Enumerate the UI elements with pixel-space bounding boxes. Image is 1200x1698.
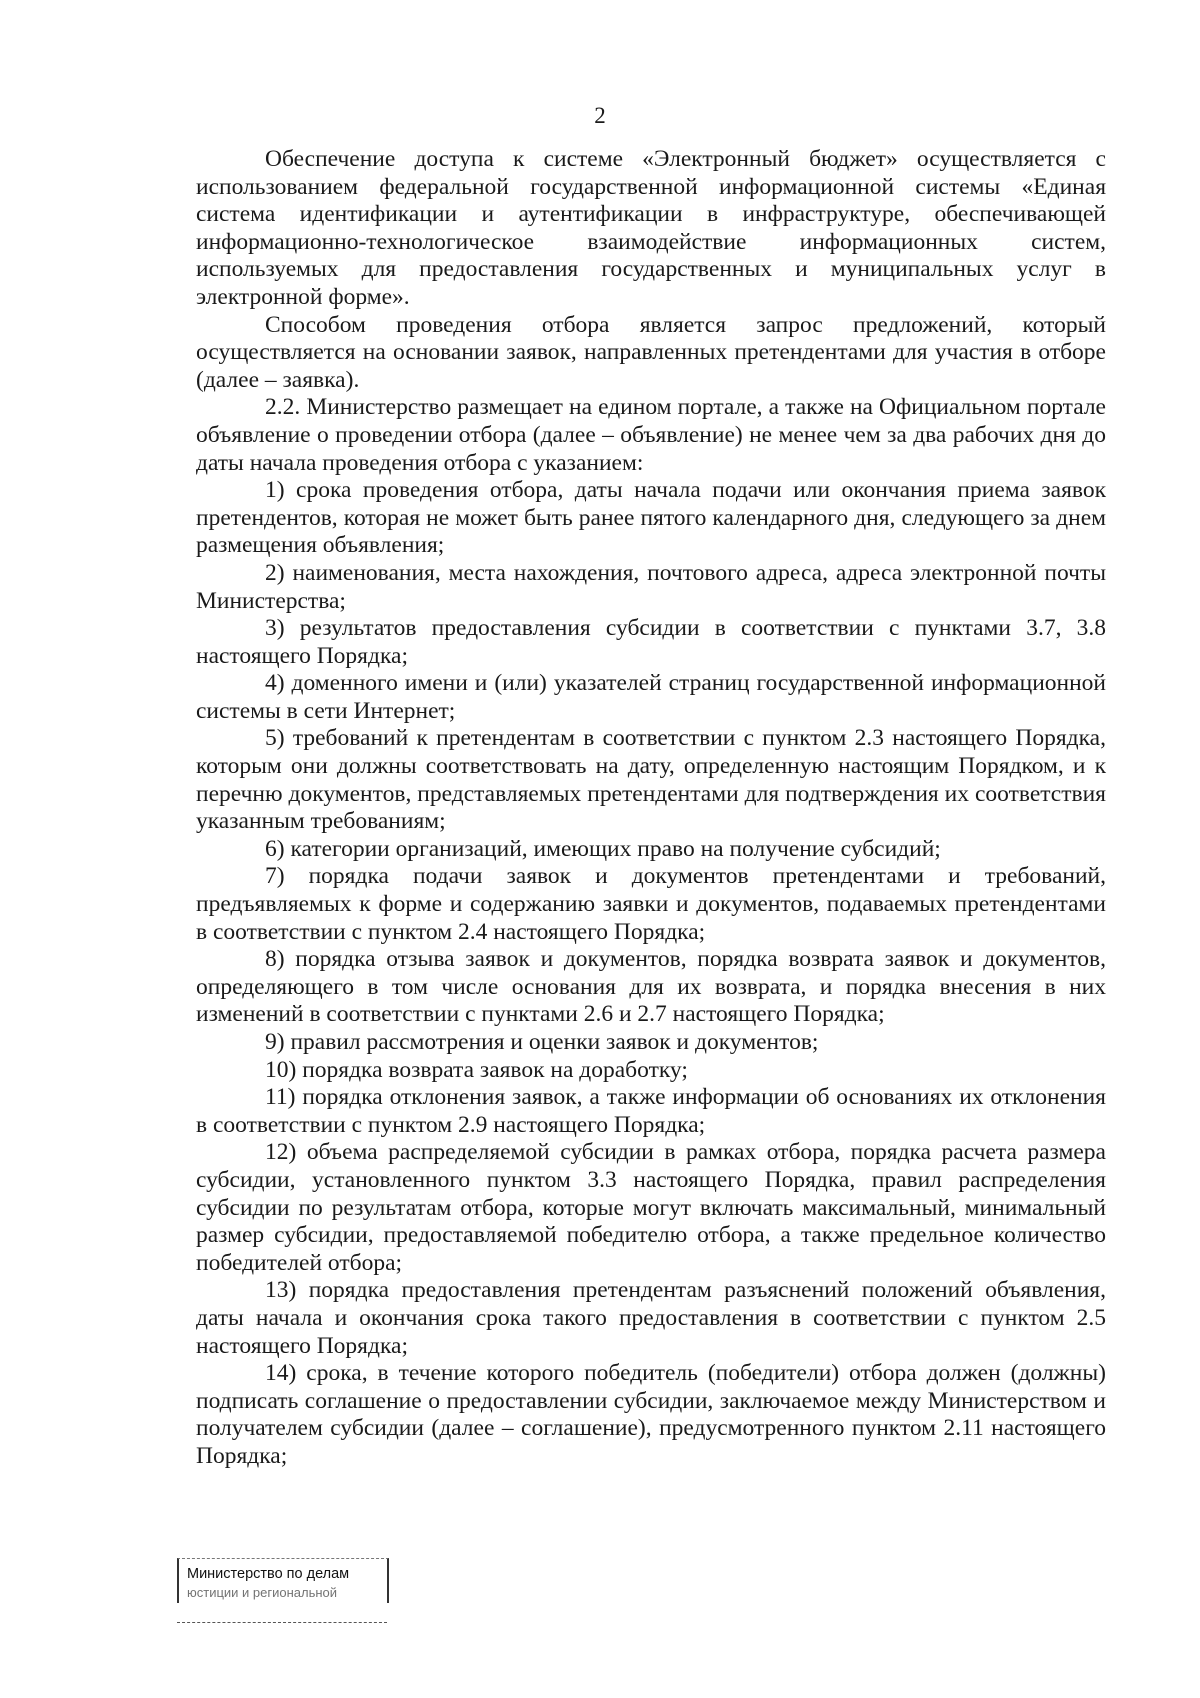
- list-item-11: 11) порядка отклонения заявок, а также информации об основаниях их отклонения в соответствии с пунктом 2.9 настоящего Порядка;: [196, 1084, 1106, 1138]
- list-item-1: 1) срока проведения отбора, даты начала подачи или окончания приема заявок претендентов, которая не может быть ранее пятого календарного дня, следующего за днем размещения объявления;: [196, 477, 1106, 559]
- list-item-5: 5) требований к претендентам в соответствии с пунктом 2.3 настоящего Порядка, которым они должны соответствовать на дату, определенную настоящим Порядком, и к перечню документов, представляемых претендентами для подтверждения их соответствия указанным требованиям;: [196, 725, 1106, 835]
- ministry-stamp: [177, 1558, 387, 1628]
- page-number: 2: [594, 103, 606, 128]
- list-item-7: 7) порядка подачи заявок и документов претендентами и требований, предъявляемых к форме и содержанию заявки и документов, подаваемых претендентами в соответствии с пунктом 2.4 настоящего Порядка;: [196, 863, 1106, 945]
- list-item-6: 6) категории организаций, имеющих право на получение субсидий;: [265, 835, 941, 862]
- list-item-9: 9) правил рассмотрения и оценки заявок и документов;: [265, 1029, 819, 1055]
- paragraph-access: Обеспечение доступа к системе «Электронный бюджет» осуществляется с использованием федеральной государственной информационной системы «Единая система идентификации и аутентификации в инфраструктуре, обеспечивающей информационно-технологическое взаимодействие информационных систем, используемых для предоставления государственных и муниципальных услуг в электронной форме».: [196, 146, 1106, 310]
- list-item-3: 3) результатов предоставления субсидии в соответствии с пунктами 3.7, 3.8 настоящего Порядка;: [196, 615, 1106, 669]
- list-item-12: 12) объема распределяемой субсидии в рамках отбора, порядка расчета размера субсидии, установленного пунктом 3.3 настоящего Порядка, правил распределения субсидии по результатам отбора, которые могут включать максимальный, минимальный размер субсидии, предоставляемой победителю отбора, а также предельное количество победителей отбора;: [196, 1139, 1106, 1276]
- list-item-10: 10) порядка возврата заявок на доработку;: [265, 1056, 688, 1083]
- list-item-2: 2) наименования, места нахождения, почтового адреса, адреса электронной почты Министерства;: [196, 559, 1106, 614]
- stamp-bottom-line: [177, 1622, 387, 1623]
- stamp-line-2: юстиции и региональной: [187, 1585, 338, 1600]
- paragraph-2-2: 2.2. Министерство размещает на едином портале, а также на Официальном портале объявление о проведении отбора (далее – объявление) не менее чем за два рабочих дня до даты начала проведения отбора с указанием:: [196, 394, 1106, 476]
- document-body: [196, 146, 1106, 1471]
- paragraph-selection-method: Способом проведения отбора является запрос предложений, который осуществляется на основании заявок, направленных претендентами для участия в отборе (далее – заявка).: [196, 311, 1106, 393]
- list-item-4: 4) доменного имени и (или) указателей страниц государственной информационной системы в сети Интернет;: [196, 670, 1106, 724]
- list-item-14: 14) срока, в течение которого победитель (победители) отбора должен (должны) подписать соглашение о предоставлении субсидии, заключаемое между Министерством и получателем субсидии (далее – соглашение), предусмотренного пунктом 2.11 настоящего Порядка;: [196, 1360, 1106, 1469]
- stamp-line-1: Министерство по делам: [187, 1566, 350, 1582]
- list-item-8: 8) порядка отзыва заявок и документов, порядка возврата заявок и документов, определяющего в том числе основания для их возврата, и порядка внесения в них изменений в соответствии с пунктами 2.6 и 2.7 настоящего Порядка;: [196, 946, 1106, 1028]
- list-item-13: 13) порядка предоставления претендентам разъяснений положений объявления, даты начала и окончания срока такого предоставления в соответствии с пунктом 2.5 настоящего Порядка;: [196, 1277, 1106, 1359]
